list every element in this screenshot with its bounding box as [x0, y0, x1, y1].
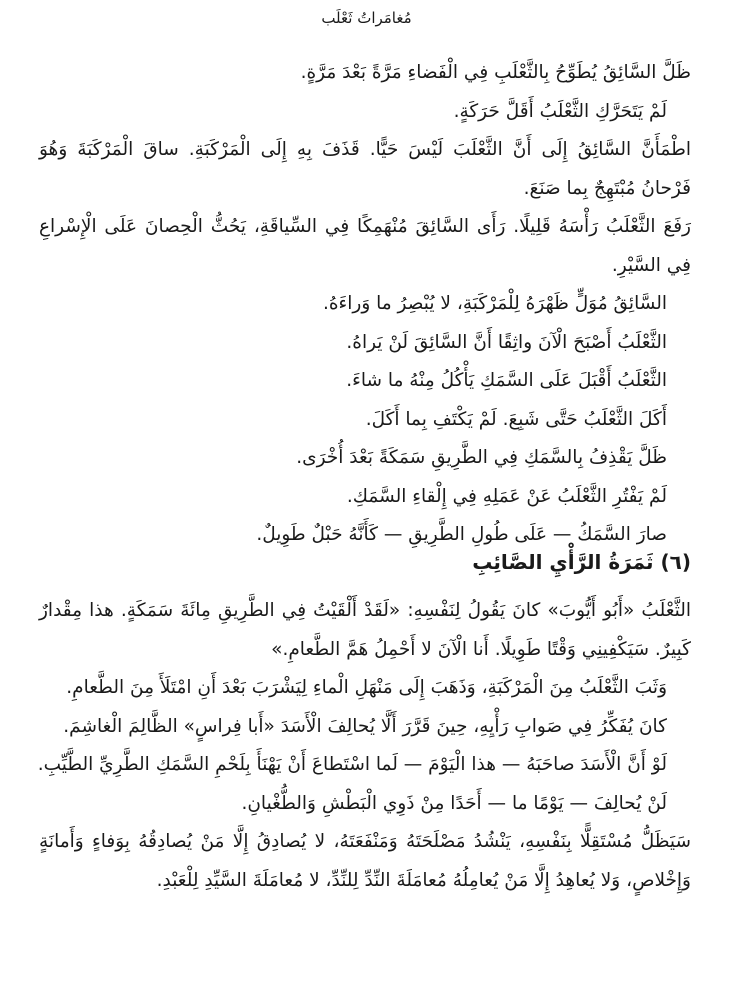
paragraph: سَيَظَلُّ مُسْتَقِلًّا بِنَفْسِهِ، يَنْشُدُ مَصْلَحَتَهُ وَمَنْفَعَتَهُ، لا يُصادِقُ إِلَّا مَنْ يُصادِقُهُ بِوَفاءٍ وَأَمانَةٍ وَإِخْلاصٍ، وَلا يُعاهِدُ إِلَّا مَنْ يُعامِلُهُ مُعامَلَةَ النِّدِّ لِلنِّدِّ، لا مُعامَلَةَ السَّيِّدِ لِلْعَبْدِ.	[39, 831, 691, 891]
section-heading: (٦) ثَمَرَةُ الرَّأْيِ الصَّائِبِ	[472, 550, 691, 574]
paragraph: صارَ السَّمَكُ — عَلَى طُولِ الطَّرِيقِ — كَأَنَّهُ حَبْلٌ طَوِيلٌ.	[256, 524, 667, 545]
paragraph: لَمْ يَفْتُرِ الثَّعْلَبُ عَنْ عَمَلِهِ فِي إِلْقاءِ السَّمَكِ.	[346, 485, 667, 507]
paragraph: رَفَعَ الثَّعْلَبُ رَأْسَهُ قَلِيلًا. رَأَى السَّائِقَ مُنْهَمِكًا فِي السِّياقَةِ، يَحُثُّ الْحِصانَ عَلَى الْإِسْراعِ فِي السَّيْرِ.	[39, 216, 691, 276]
paragraph: كانَ يُفَكِّرُ فِي صَوابِ رَأْيِهِ، حِينَ قَرَّرَ أَلَّا يُحالِفَ الْأَسَدَ «أَبا فِراسٍ» الظَّالِمَ الْغاشِمَ.	[63, 715, 667, 737]
story-section	[39, 592, 691, 900]
story-section	[39, 54, 691, 555]
running-head: مُغامَراتُ ثَعْلَب	[321, 9, 412, 27]
paragraph: السَّائِقُ مُوَلٍّ ظَهْرَهُ لِلْمَرْكَبَةِ، لا يُبْصِرُ ما وَراءَهُ.	[322, 293, 667, 314]
paragraph: الثَّعْلَبُ أَقْبَلَ عَلَى السَّمَكِ يَأْكُلُ مِنْهُ ما شاءَ.	[346, 370, 667, 391]
paragraph: أَكَلَ الثَّعْلَبُ حَتَّى شَبِعَ. لَمْ يَكْتَفِ بِما أَكَلَ.	[365, 408, 667, 430]
paragraph: ظَلَّ يَقْذِفُ بِالسَّمَكِ فِي الطَّرِيقِ سَمَكَةً بَعْدَ أُخْرَى.	[296, 447, 667, 468]
paragraph: لَنْ يُحالِفَ — يَوْمًا ما — أَحَدًا مِنْ ذَوِي الْبَطْشِ وَالطُّغْيانِ.	[241, 792, 667, 814]
paragraph: وَثَبَ الثَّعْلَبُ مِنَ الْمَرْكَبَةِ، وَذَهَبَ إِلَى مَنْهَلِ الْماءِ لِيَشْرَبَ بَعْدَ أَنِ امْتَلَأَ مِنَ الطَّعامِ.	[66, 677, 667, 698]
paragraph: اطْمَأَنَّ السَّائِقُ إِلَى أَنَّ الثَّعْلَبَ لَيْسَ حَيًّا. قَذَفَ بِهِ إِلَى الْمَرْكَبَةِ. ساقَ الْمَرْكَبَةَ وَهُوَ فَرْحانُ مُبْتَهِجٌ بِما صَنَعَ.	[39, 139, 691, 199]
paragraph: لَوْ أَنَّ الْأَسَدَ صاحَبَهُ — هذا الْيَوْمَ — لَما اسْتَطاعَ أَنْ يَهْنَأَ بِلَحْمِ السَّمَكِ الطَّرِيِّ الطَّيِّبِ.	[37, 754, 667, 775]
paragraph: ظَلَّ السَّائِقُ يُطَوِّحُ بِالثَّعْلَبِ فِي الْفَضاءِ مَرَّةً بَعْدَ مَرَّةٍ.	[300, 62, 691, 83]
paragraph: لَمْ يَتَحَرَّكِ الثَّعْلَبُ أَقَلَّ حَرَكَةٍ.	[453, 100, 667, 122]
paragraph: الثَّعْلَبُ أَصْبَحَ الْآنَ واثِقًا أَنَّ السَّائِقَ لَنْ يَراهُ.	[346, 331, 667, 353]
paragraph: الثَّعْلَبُ «أَبُو أَيُّوبَ» كانَ يَقُولُ لِنَفْسِهِ: «لَقَدْ أَلْقَيْتُ فِي الطَّرِيقِ مِائَةَ سَمَكَةٍ. هذا مِقْدارٌ كَبِيرٌ. سَيَكْفِينِي وَقْتًا طَوِيلًا. أَنا الْآنَ لا أَحْمِلُ هَمَّ الطَّعامِ.»	[39, 600, 691, 660]
